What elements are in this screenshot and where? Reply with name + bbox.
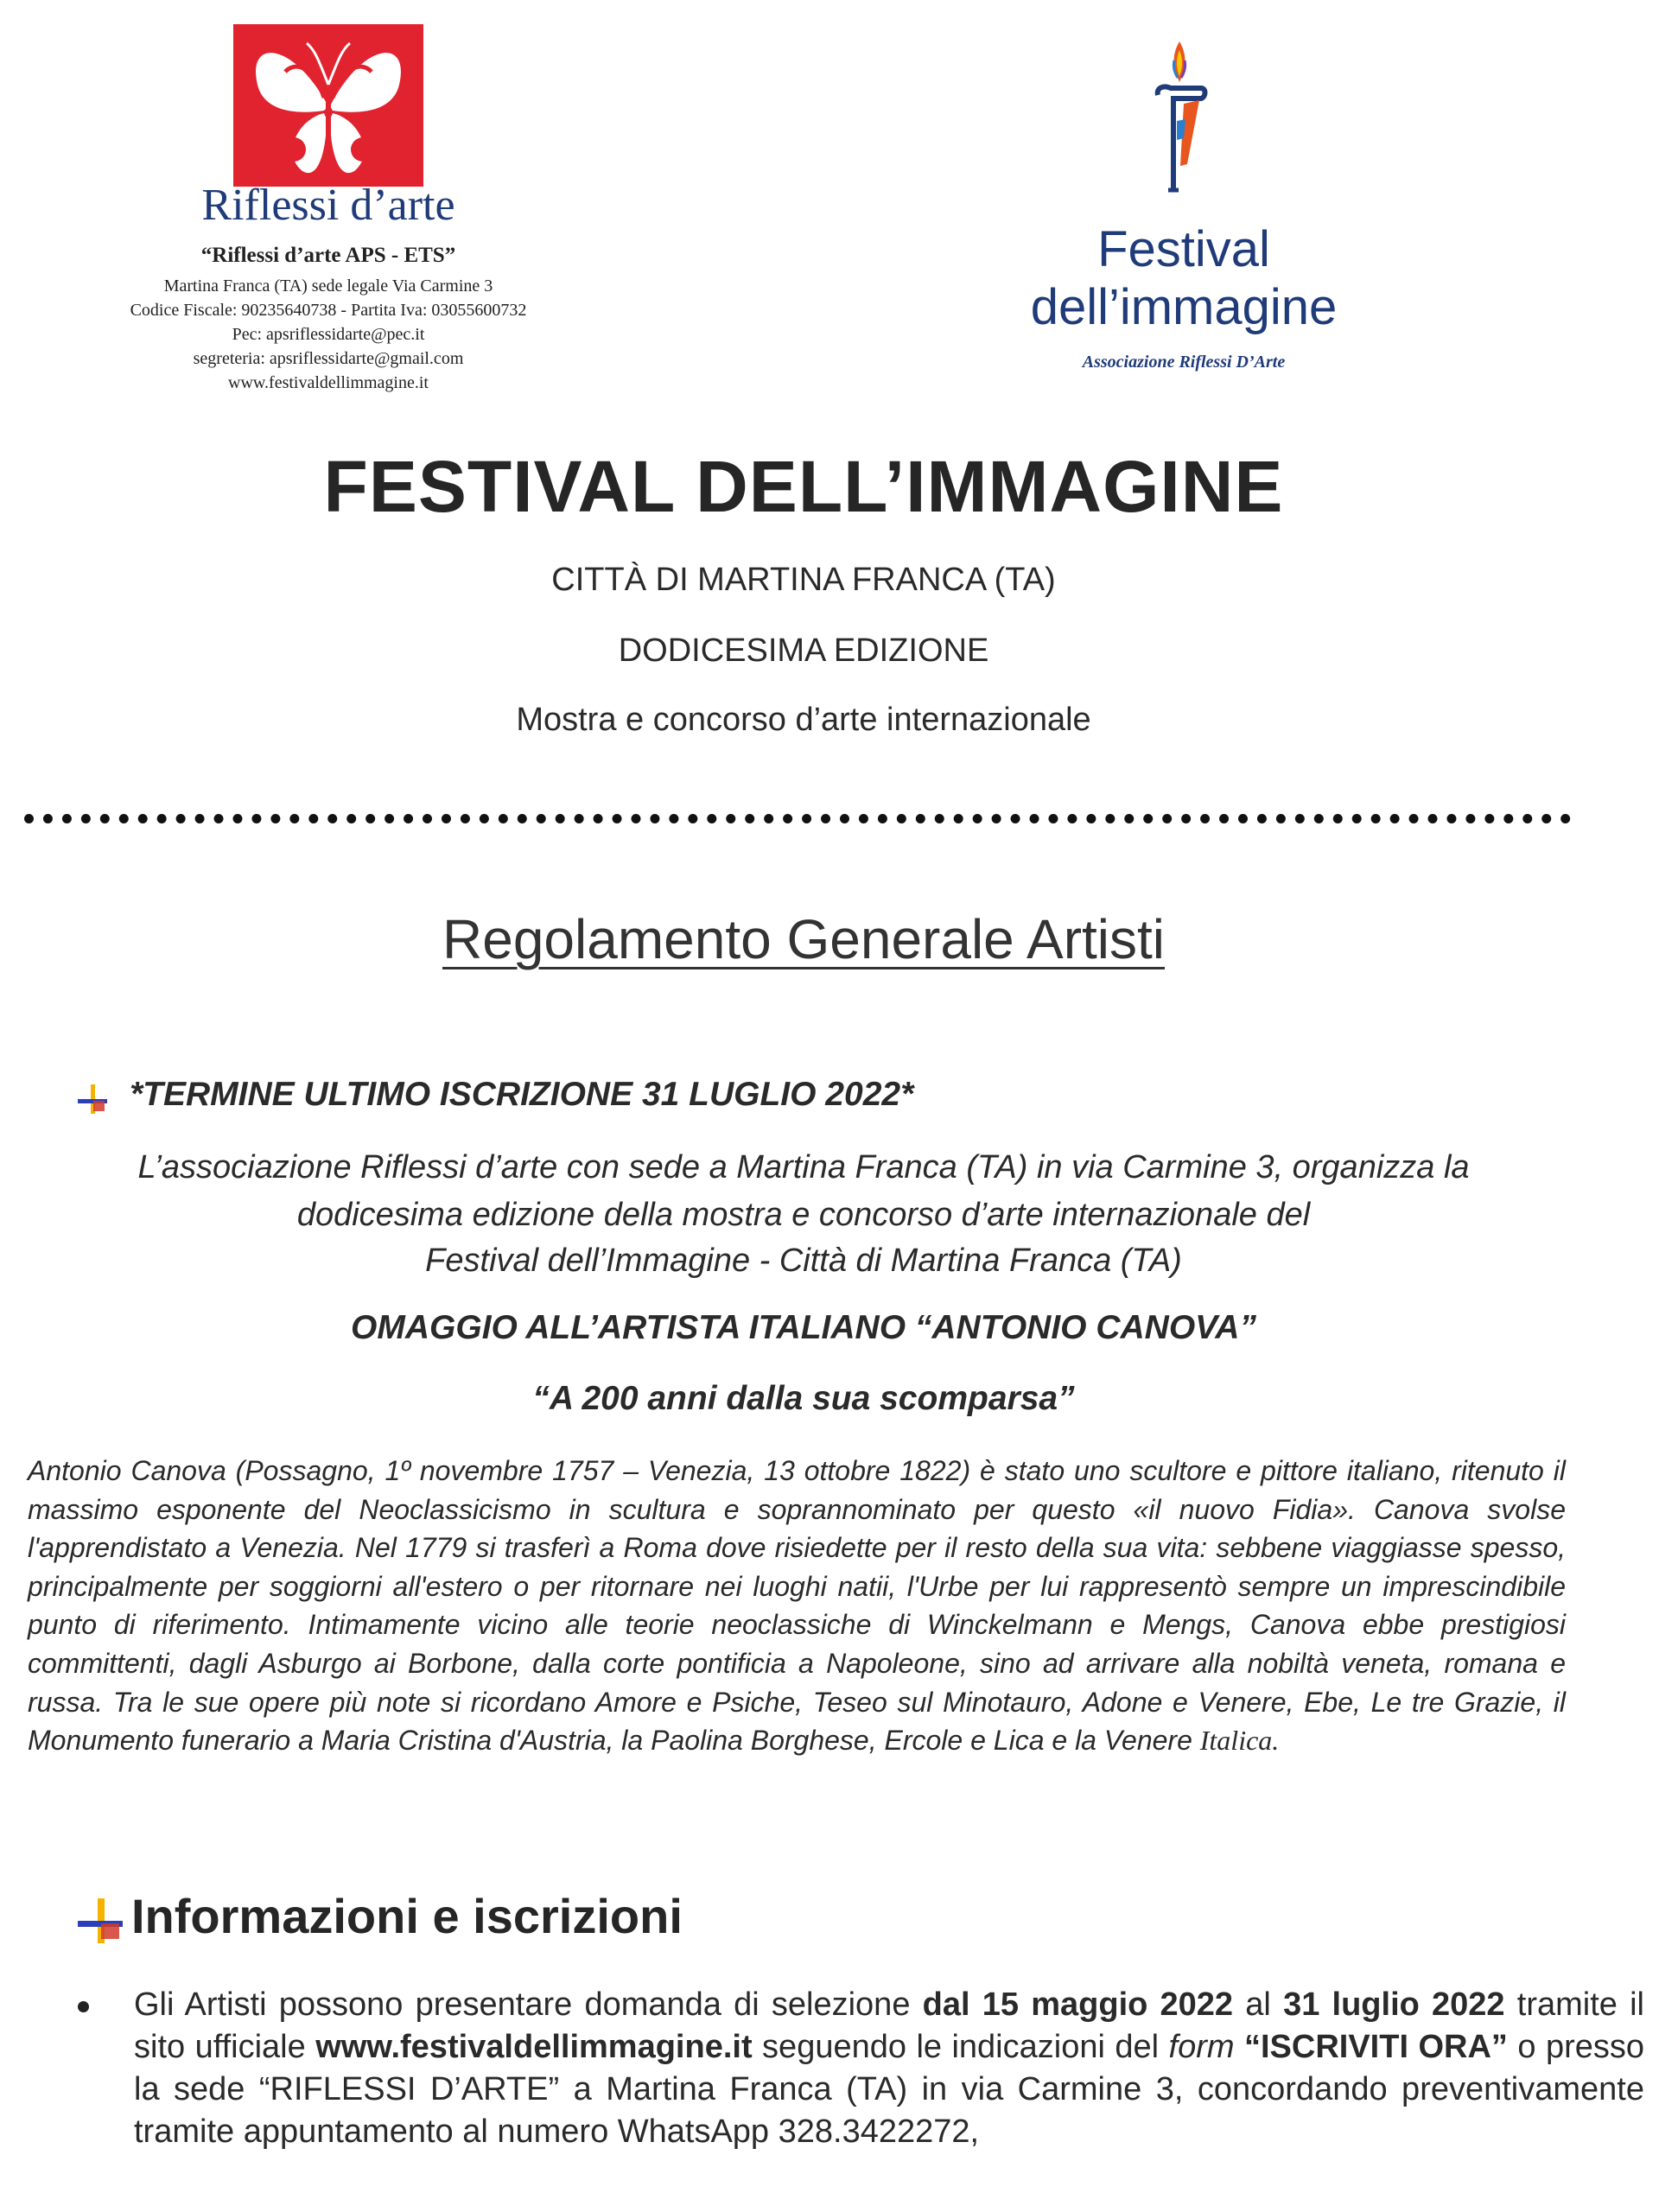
city-subtitle: CITTÀ DI MARTINA FRANCA (TA)	[551, 562, 1056, 598]
bio-text: Antonio Canova (Possagno, 1º novembre 1757 – Venezia, 13 ottobre 1822) è stato uno scultore e pittore italiano, ritenuto il massimo esponente del Neoclassicismo in scultura e soprannominato per questo «il nuovo Fidia». Canova svolse l'apprendistato a Venezia. Nel 1779 si trasferì a Roma dove risiedette per il resto della sua vita: sebbene viaggiasse spesso, principalmente per soggiorni all'estero o per ritornare nei luoghi natii, l'Urbe per lui rappresentò sempre un imprescindibile punto di riferimento. Intimamente vicino alle teorie neoclassiche di Winckelmann e Mengs, Canova ebbe prestigiosi committenti, dagli Asburgo ai Borbone, dalla corte pontificia a Napoleone, sino ad arrivare alla nobiltà veneta, romana e russa. Tra le sue opere più note si ricordano Amore e Psiche, Teseo sul Minotauro, Adone e Venere, Ebe, Le tre Grazie, il Monumento funerario a Maria Cristina d'Austria, la Paolina Borghese, Ercole e Lica e la Venere	[28, 1455, 1566, 1757]
torch-logo-icon	[1132, 35, 1227, 207]
website-link[interactable]: www.festivaldellimmagine.it	[315, 2029, 753, 2065]
show-subtitle: Mostra e concorso d’arte internazionale	[516, 702, 1091, 738]
info-item-text	[134, 1984, 1644, 2153]
homage-title: OMAGGIO ALL’ARTISTA ITALIANO “ANTONIO CANOVA”	[351, 1309, 1256, 1346]
regolamento-heading-text: Regolamento Generale Artisti	[442, 908, 1165, 970]
info-heading: Informazioni e iscrizioni	[131, 1889, 683, 1943]
association-pec: Pec: apsriflessidarte@pec.it	[232, 325, 425, 344]
cross-bullet-icon	[78, 1898, 123, 1943]
text-run: Gli Artisti possono presentare domanda di selezione	[134, 1986, 923, 2023]
festival-logo-word1: Festival	[1097, 221, 1270, 277]
regolamento-heading	[0, 907, 1607, 971]
dotted-divider	[24, 814, 1571, 823]
text-run: o presso la sede “RIFLESSI D’ARTE” a Martina Franca (TA) in via Carmine 3, concordando preventivamente tramite appuntamento al numero WhatsApp 328.3422272,	[134, 2029, 1644, 2150]
canova-biography	[28, 1452, 1566, 1760]
page-title: FESTIVAL DELL’IMMAGINE	[323, 446, 1284, 527]
festival-logo-subtitle: Associazione Riflessi D’Arte	[1082, 353, 1286, 372]
list-item	[78, 1984, 1644, 2209]
intro-line: Festival dell’Immagine - Città di Martina Franca (TA)	[425, 1243, 1182, 1279]
date-start: dal 15 maggio 2022	[922, 1986, 1234, 2023]
riflessi-darte-logo-block	[86, 17, 570, 397]
festival-logo-block	[994, 35, 1374, 389]
association-email: segreteria: apsriflessidarte@gmail.com	[193, 349, 464, 368]
date-end: 31 luglio 2022	[1283, 1986, 1505, 2023]
bullet-dot-icon	[78, 2001, 89, 2012]
butterfly-logo-icon	[233, 24, 423, 187]
association-tax-codes: Codice Fiscale: 90235640738 - Partita Iva: 03055600732	[130, 301, 527, 320]
festival-logo-word2: dell’immagine	[1030, 279, 1338, 335]
intro-line: dodicesima edizione della mostra e concorso d’arte internazionale del	[296, 1197, 1311, 1233]
text-run: seguendo le indicazioni del	[752, 2029, 1169, 2065]
deadline-row	[78, 1076, 1547, 1124]
association-website: www.festivaldellimmagine.it	[228, 373, 429, 392]
iscriviti-ora-label: “ISCRIVITI ORA”	[1243, 2029, 1508, 2065]
cross-bullet-icon	[78, 1084, 107, 1114]
text-run: tramite il sito ufficiale	[134, 1986, 1644, 2065]
intro-line: L’associazione Riflessi d’arte con sede a Martina Franca (TA) in via Carmine 3, organizza la	[137, 1149, 1470, 1185]
text-run: al	[1233, 1986, 1284, 2023]
association-name: “Riflessi d’arte APS - ETS”	[200, 244, 456, 267]
form-word: form	[1168, 2029, 1235, 2065]
association-address: Martina Franca (TA) sede legale Via Carmine 3	[163, 276, 493, 296]
edition-subtitle: DODICESIMA EDIZIONE	[618, 632, 989, 669]
text-run	[1235, 2029, 1244, 2065]
homage-subtitle: “A 200 anni dalla sua scomparsa”	[532, 1380, 1075, 1417]
riflessi-logo-title: Riflessi d’arte	[201, 181, 455, 230]
deadline-text: *TERMINE ULTIMO ISCRIZIONE 31 LUGLIO 2022*	[130, 1076, 914, 1113]
bio-tail: Italica.	[1199, 1725, 1280, 1757]
info-heading-row	[78, 1888, 1287, 1957]
